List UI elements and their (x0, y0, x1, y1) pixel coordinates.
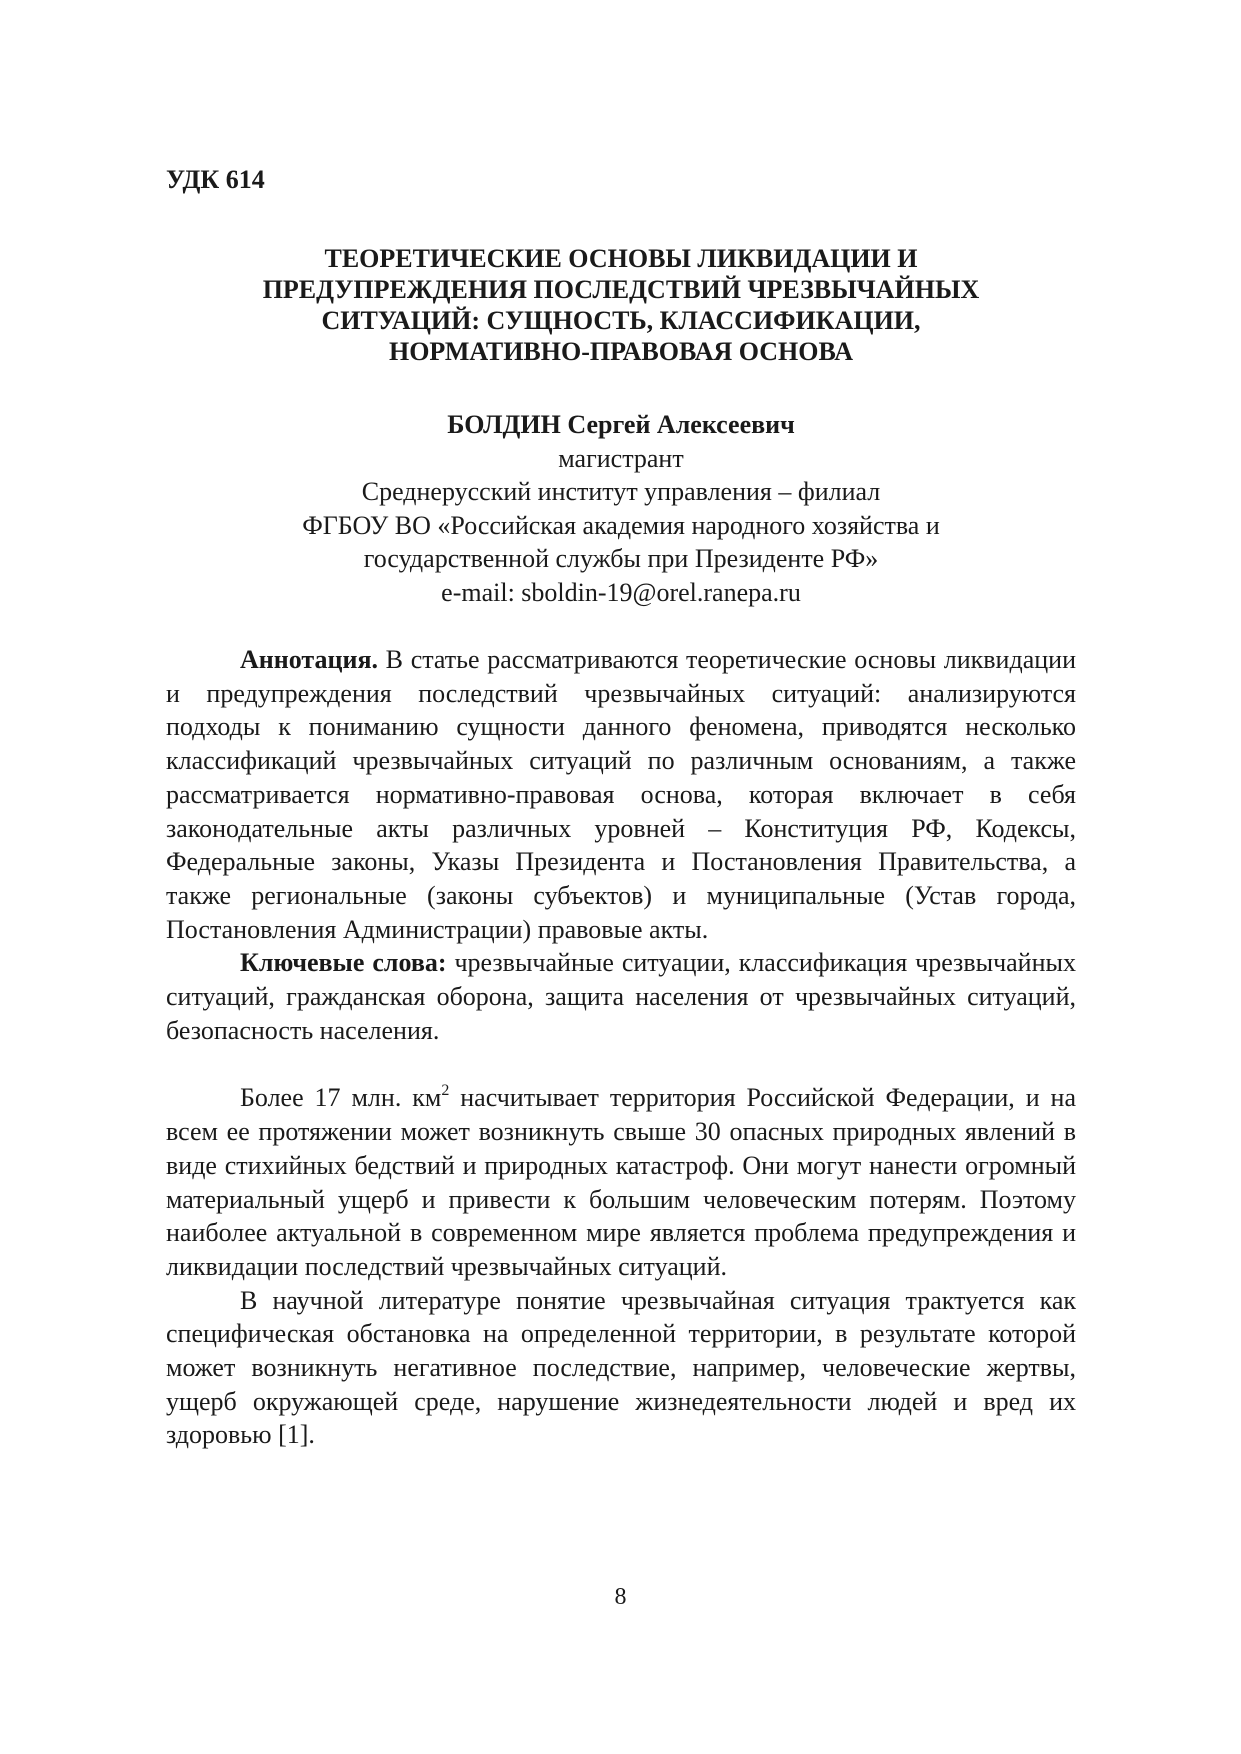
title-line: СИТУАЦИЙ: СУЩНОСТЬ, КЛАССИФИКАЦИИ, (321, 306, 921, 335)
abstract-text: В статье рассматриваются теоретические основы ликвидации и предупреждения последствий чрезвычайных ситуаций: анализируются подходы к пониманию сущности данного феномена, приводятся несколько классификаций чрезвычайных ситуаций по различным основаниям, а также рассматривается нормативно-правовая основа, которая включает в себя законодательные акты различных уровней – Конституция РФ, Кодексы, Федеральные законы, Указы Президента и Постановления Правительства, а также региональные (законы субъектов) и муниципальные (Устав города, Постановления Администрации) правовые акты. (166, 645, 1076, 944)
author-block (166, 408, 1076, 609)
article-title (166, 243, 1076, 367)
author-name: БОЛДИН Сергей Алексеевич (447, 410, 795, 439)
title-line: ПРЕДУПРЕЖДЕНИЯ ПОСЛЕДСТВИЙ ЧРЕЗВЫЧАЙНЫХ (262, 275, 980, 304)
title-line: ТЕОРЕТИЧЕСКИЕ ОСНОВЫ ЛИКВИДАЦИИ И (324, 244, 918, 273)
page-content (166, 165, 1076, 1452)
udk-code: УДК 614 (166, 165, 265, 194)
body-paragraph-2: В научной литературе понятие чрезвычайная ситуация трактуется как специфическая обстановка на определенной территории, в результате которой может возникнуть негативное последствие, например, человеческие жертвы, ущерб окружающей среде, нарушение жизнедеятельности людей и вред их здоровью [1]. (166, 1285, 1076, 1450)
abstract-label: Аннотация. (240, 645, 379, 674)
author-affiliation-line: ФГБОУ ВО «Российская академия народного хозяйства и (302, 510, 940, 540)
superscript: 2 (441, 1081, 450, 1099)
keywords-paragraph (166, 946, 1076, 1047)
author-affiliation-line: государственной службы при Президенте РФ» (363, 544, 879, 573)
body-p1-rest: насчитывает территория Российской Федерации, и на всем ее протяжении может возникнуть свыше 30 опасных природных явлений в виде стихийных бедствий и природных катастроф. Они могут нанести огромный материальный ущерб и привести к большим человеческим потерям. Поэтому наиболее актуальной в современном мире является проблема предупреждения и ликвидации последствий чрезвычайных ситуаций. (166, 1083, 1076, 1281)
author-affiliation-line: Среднерусский институт управления – филиал (361, 477, 881, 506)
keywords-label: Ключевые слова: (240, 948, 447, 978)
title-line: НОРМАТИВНО-ПРАВОВАЯ ОСНОВА (388, 337, 853, 366)
keywords-text: чрезвычайные ситуации, классификация чрезвычайных ситуаций, гражданская оборона, защита населения от чрезвычайных ситуаций, безопасность населения. (166, 948, 1076, 1045)
author-position: магистрант (558, 443, 684, 473)
body-paragraph-1 (166, 1081, 1076, 1283)
abstract-paragraph (166, 643, 1076, 946)
page-number: 8 (614, 1584, 627, 1610)
body-p1-start: Более 17 млн. км (240, 1083, 442, 1113)
author-email: e-mail: sboldin-19@orel.ranepa.ru (441, 577, 801, 607)
